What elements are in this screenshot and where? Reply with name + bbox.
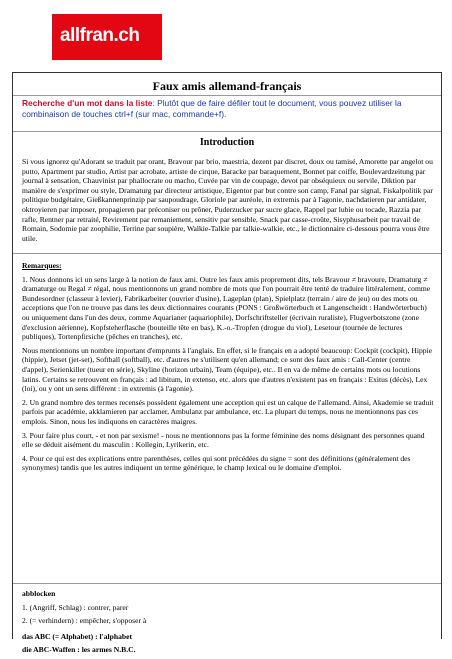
remarks-section bbox=[22, 261, 434, 477]
entry-sense-1: 1. (Angriff, Schlag) : contrer, parer bbox=[22, 602, 129, 612]
brand-logo-text: allfran.ch bbox=[60, 25, 140, 46]
document-frame bbox=[12, 72, 442, 655]
remark-1b: Nous mentionnons un nombre important d'emprunts à l'anglais. En effet, si le français en a adopté beaucoup: Cockpit (cockpit), Hippie (hippie), Jetset (jet-set), Softball (softball), etc. d'autres ne s'utilisent qu'en allemand; ce sont des faux amis : Call-Center (centre d'appel), Serienkiller (tueur en série), Skyline (horizon urbain), Team (équipe), etc.. Il en va de même de certains mots ou locutions latins. Certains se retrouvent en français : ad libitum, in extenso, etc. alors que d'autres n'existent pas en français : Exitus (décès), Lex (loi), ou y ont un sens différent : in extremis (à l'agonie). bbox=[22, 345, 433, 394]
document-title: Faux amis allemand-français bbox=[152, 79, 302, 93]
entry-abc: das ABC (= Alphabet) : l'alphabet bbox=[22, 631, 133, 641]
intro-section bbox=[22, 157, 434, 247]
divider bbox=[13, 131, 441, 132]
divider bbox=[13, 583, 441, 584]
remark-1: 1. Nous donnons ici un sens large à la notion de faux ami. Outre les faux amis proprement dits, tels Bravour ≠ bravoure, Dramaturg ≠ dramaturge ou Regal ≠ régal, nous mentionnons un grand nombre de mots que l'on pourrait être tenté de traduire littéralement, comme Bundesordner (classeur à levier), Fabrikarbeiter (ouvrier d'usine), Lageplan (plan), Spielplatz (terrain / aire de jeu) ou des mots ou acceptions que l'on ne trouve pas dans les deux dictionnaires courants (PONS : Großwörterbuch et Langenscheidt : Handwörterbuch) ou uniquement dans l'un des deux, comme Aquarianer (aquariophile), Dorfschriftsteller (écrivain ruraliste), Flugverbotszone (zone d'exclusion aérienne), Kopfsteherflasche (bouteille tête en bas), K.-o.-Tropfen (drogue du viol), Lesetour (tournée de lectures publiques), Tortenpfirsiche (pêches en tranches), etc. bbox=[22, 274, 431, 342]
dictionary-entries bbox=[22, 589, 434, 659]
remark-2: 2. Un grand nombre des termes recensés possèdent également une acception qui est un calque de l'allemand. Ainsi, Akademie se traduit parfois par académie, akklamieren par acclamer, Ambulanz par ambulance, etc. La plupart du temps, nous ne mentionnons pas ces emplois. Sinon, nous les indiquons en caractères maigres. bbox=[22, 397, 434, 426]
divider bbox=[13, 253, 441, 254]
divider bbox=[13, 95, 441, 96]
remark-3: 3. Pour faire plus court, - et non par sexisme! - nous ne mentionnons pas la forme féminine des noms désignant des personnes quand elle se déduit aisément du masculin : Kollegin, Lyrikerin, etc. bbox=[22, 430, 425, 450]
header-logo-area bbox=[0, 0, 452, 72]
remarks-heading: Remarques: bbox=[22, 261, 62, 270]
remark-4: 4. Pour ce qui est des explications entre parenthèses, celles qui sont précédées du signe = sont des définitions (généralement des synonymes) tandis que les autres indiquent un terme générique, le champ lexical ou le domaine d'emploi. bbox=[22, 453, 411, 473]
search-tip bbox=[22, 98, 432, 120]
entry-abc-weapons: die ABC-Waffen : les armes N.B.C. bbox=[22, 645, 136, 655]
entry-headword: abblocken bbox=[22, 589, 56, 598]
entry-sense-2: 2. (= verhindern) : empêcher, s'opposer à bbox=[22, 616, 147, 626]
search-tip-label: Recherche d'un mot dans la liste bbox=[22, 98, 153, 108]
search-tip-text: : Plutôt que de faire défiler tout le document, vous pouvez utiliser la combinaison de touches ctrl+f (sur mac, commande+f). bbox=[22, 98, 402, 119]
intro-heading: Introduction bbox=[199, 137, 255, 148]
intro-paragraph: Si vous ignorez qu'Adorant se traduit par orant, Bravour par brio, maestria, dezent par discret, doux ou tamisé, Amorette par angelot ou putto, Apartment par studio, Artist par acrobate, artiste de cirque, Baracke par baraquement, Bonnet par coiffe, Boulevardzeitung par journal à sensation, Chauvinist par phallocrate ou macho, Cuvée par vin de coupage, devot par obséquieux ou servile, Diktion par manière de s'exprimer ou style, Dramaturg par directeur artistique, Eigentor par but contre son camp, Fanal par signal, Fiskalpolitik par politique budgétaire, Gießkannenprinzip par saupoudrage, Gloriole par auréole, in extremis par à l'agonie, nachdatieren par antidater, oktroyieren par imposer, propagieren par préconiser ou prôner, Puderzucker par sucre glace, Rappel par lubie ou tocade, Razzia par rafle, Rentner par retraité, Revirement par remaniement, sensitiv par sensible, Snack par casse-croûte, Sisyphusarbeit par travail de Romain, Sodomie par zoophilie, Terrine par soupière, Walkie-Talkie par talkie-walkie, etc., le dictionnaire ci-dessous pourra vous être utile. bbox=[22, 157, 433, 243]
